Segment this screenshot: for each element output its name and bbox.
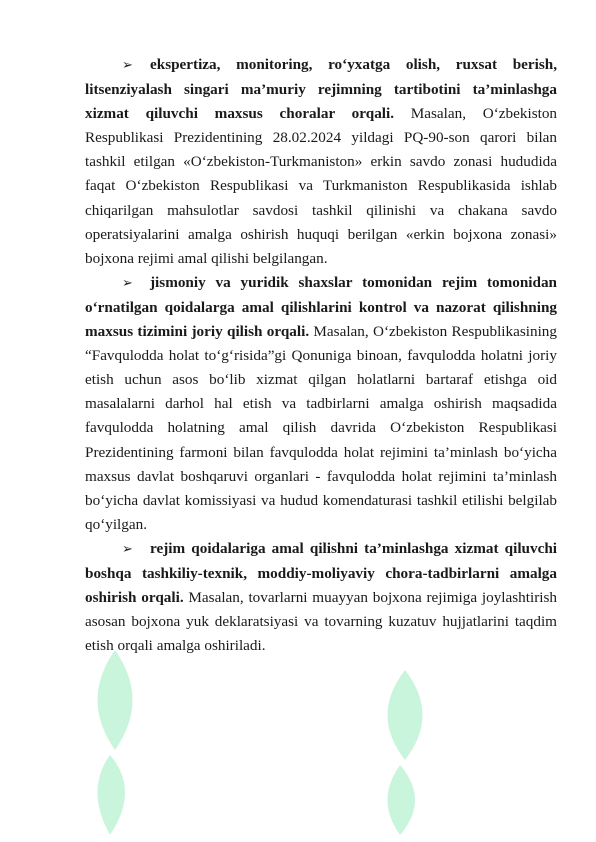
paragraph-1 [85,53,557,271]
arrow-bullet-icon: ➢ [122,275,133,291]
paragraph-2 [85,271,557,537]
paragraph-3-bold: rejim qoidalariga amal qilishni ta’minlashga xizmat qiluvchi boshqa tashkiliy-texnik, moddiy-moliyaviy chora-tadbirlarni amalga oshirish orqali. [85,539,557,607]
arrow-bullet-icon: ➢ [122,58,133,73]
paragraph-2-bold: jismoniy va yuridik shaxslar tomonidan rejim tomonidan o‘rnatilgan qoidalarga amal qilishlarini kontrol va nazorat qilishning maxsus tizimini joriy qilish orqali. [85,273,557,341]
arrow-bullet-icon: ➢ [122,541,133,557]
paragraph-1-bold: ekspertiza, monitoring, ro‘yxatga olish, ruxsat berish, litsenziyalash singari ma’muriy rejimning tartibotini ta’minlashga xizmat qiluvchi maxsus choralar orqali. [85,56,557,123]
paragraph-3-text: Masalan, tovarlarni muayyan bojxona rejimiga joylashtirish asosan bojxona yuk deklaratsiyasi va tovarning kuzatuv hujjatlarini taqdim etish orqali amalga oshiriladi. [85,589,557,655]
paragraph-3 [85,537,557,658]
watermark-logo [360,660,450,840]
watermark-logo [70,640,160,840]
paragraph-1-text: Masalan, O‘zbekiston Respublikasi Prezidentining 28.02.2024 yildagi PQ-90-son qarori bilan tashkil etilgan «O‘zbekiston-Turkmaniston» erkin savdo zonasi hududida faqat O‘zbekiston Respublikasi va Turkmaniston Respublikasida ishlab chiqarilgan mahsulotlar savdosi tashkil qilinishi va chakana savdo operatsiyalarini amalga oshirish huquqi berilgan «erkin bojxona zonasi» bojxona rejimi amal qilishi belgilangan. [85,105,558,267]
document-body [85,53,557,658]
paragraph-2-text: Masalan, O‘zbekiston Respublikasining “Favqulodda holat to‘g‘risida”gi Qonuniga binoan, favqulodda holatni joriy etish uchun asos bo‘lib xizmat qilgan holatlarni bartaraf etishga oid masalalarni darhol hal etish va tadbirlarni amalga oshirish maqsadida favqulodda holatning amal qilish davrida O‘zbekiston Respublikasi Prezidentining farmoni bilan favqulodda holat rejimini ta’minlash bo‘yicha maxsus davlat boshqaruvi organlari - favqulodda holat rejimini ta’minlash bo‘yicha davlat komissiyasi va hudud komendaturasi tashkil etilishi belgilab qo‘yilgan. [85,323,557,533]
